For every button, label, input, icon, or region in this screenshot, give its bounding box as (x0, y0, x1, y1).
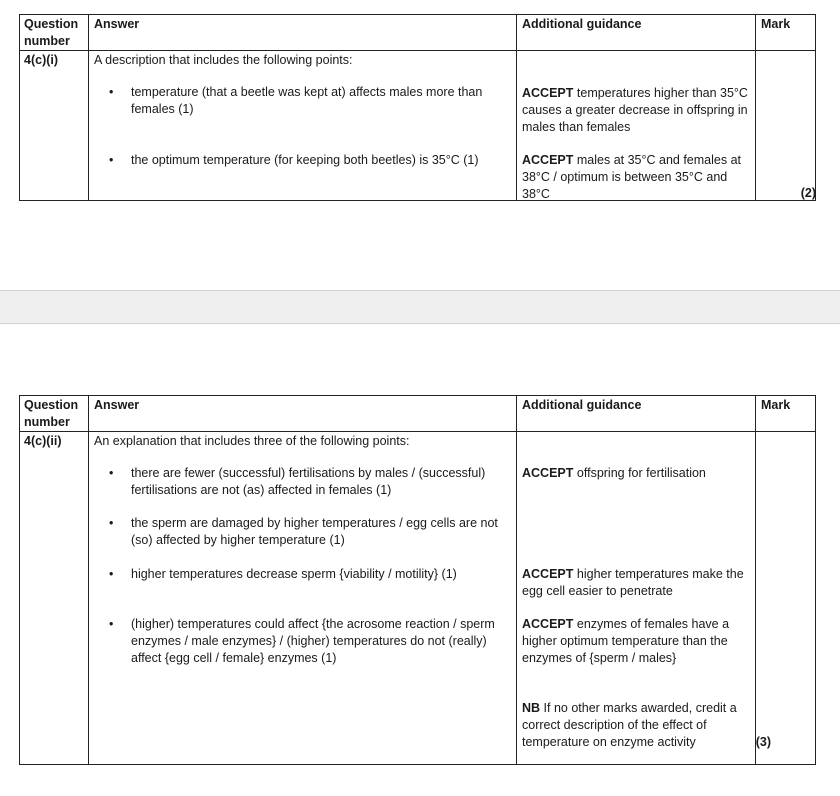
guidance-note: ACCEPT enzymes of females have a higher optimum temperature than the enzymes of {sperm / males} (522, 617, 730, 665)
page-separator (0, 290, 840, 324)
bullet-icon: • (109, 85, 114, 99)
guidance-header: Additional guidance (517, 396, 756, 431)
mark-scheme-table-4ci (19, 14, 816, 201)
bullet-icon: • (109, 516, 114, 530)
table-row (20, 51, 815, 201)
mark-value: (3) (755, 735, 771, 749)
guidance-note: ACCEPT males at 35°C and females at 38°C / optimum is between 35°C and 38°C (522, 153, 742, 201)
answer-header: Answer (89, 15, 517, 50)
mark-value: (2) (800, 186, 816, 200)
question-number: 4(c)(ii) (20, 432, 89, 765)
question-number-header: Question number (20, 15, 89, 50)
guidance-cell (517, 51, 756, 201)
answer-cell: An explanation that includes three of the following points: • there are fewer (successful) fertilisations by males / (successful) fertilisations are not (as) affected in females (1) • the sperm are damaged by higher temperatures / egg cells are not (so) affected by higher temperature (1) • higher temperatures decrease sperm {viability / motility} (1) • (higher) temperatures could affect {the acrosome reaction / sperm enzymes / male enzymes} / (higher) temperatures do not (really) affect {egg cell / female} enzymes (1) (89, 432, 517, 765)
mark-scheme-table-4cii (19, 395, 816, 765)
bullet-icon: • (109, 567, 114, 581)
bullet-icon: • (109, 466, 114, 480)
bullet-icon: • (109, 153, 114, 167)
mark-header: Mark (761, 398, 791, 412)
guidance-note: NB If no other marks awarded, credit a correct description of the effect of temperature on enzyme activity (522, 701, 737, 749)
mark-cell (756, 51, 815, 201)
bullet-icon: • (109, 617, 114, 631)
question-number-header: Question number (20, 396, 89, 431)
guidance-note: ACCEPT temperatures higher than 35°C causes a greater decrease in offspring in males than females (522, 86, 748, 134)
answer-intro: A description that includes the following points: (94, 53, 353, 67)
guidance-header: Additional guidance (517, 15, 756, 50)
table-header-row (20, 15, 815, 51)
guidance-note: ACCEPT offspring for fertilisation (522, 466, 706, 480)
table-header-row (20, 396, 815, 432)
answer-header: Answer (89, 396, 517, 431)
answer-cell: A description that includes the following points: • temperature (that a beetle was kept at) affects males more than females (1) • the optimum temperature (for keeping both beetles) is 35°C (1) (89, 51, 517, 201)
answer-intro: An explanation that includes three of the following points: (94, 434, 410, 448)
table-row (20, 432, 815, 765)
guidance-cell (517, 432, 756, 765)
guidance-note: ACCEPT higher temperatures make the egg cell easier to penetrate (522, 567, 744, 598)
mark-header: Mark (761, 17, 791, 31)
mark-cell (756, 432, 815, 765)
question-number: 4(c)(i) (20, 51, 89, 201)
